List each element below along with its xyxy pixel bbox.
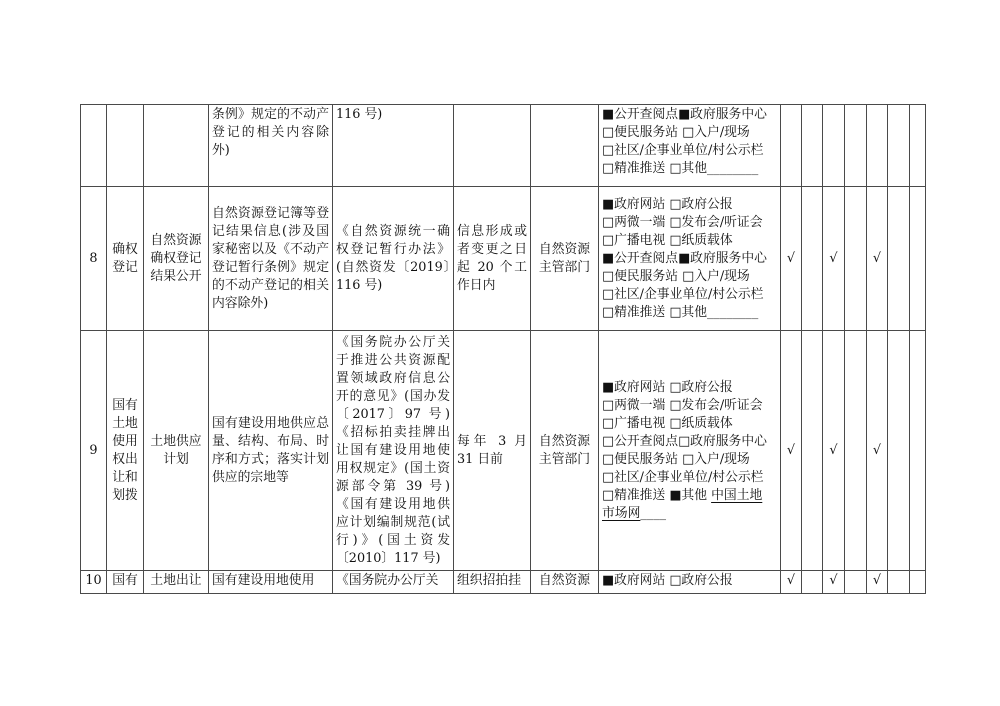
channel-line [602, 142, 777, 160]
channel-text: ■政府网站 □政府公报 [602, 379, 733, 395]
empty-check-cell [802, 105, 823, 187]
channel-text: □社区/企事业单位/村公示栏 [602, 469, 764, 485]
channel-text: □社区/企事业单位/村公示栏 [602, 143, 764, 158]
channel-line [602, 304, 777, 322]
channel-text: □两微一端 □发布会/听证会 [602, 214, 763, 230]
channel-text: ■政府网站 □政府公报 [602, 196, 733, 212]
channel-line [602, 268, 777, 286]
checkmark-cell: √ [781, 331, 802, 571]
channels-cell [599, 105, 781, 187]
channel-line [602, 124, 777, 142]
legal-basis-cell: 《国务院办公厅关于推进公共资源配置领域政府信息公开的意见》(国办发〔2017〕97 号)《招标拍卖挂牌出让国有建设用地使用权规定》(国土资源部令第 39 号)《国有建设用地供应计划编制规范(试行)》(国土资发〔2010〕117 号) [333, 331, 454, 571]
channel-line [602, 572, 777, 590]
empty-check-cell [845, 105, 867, 187]
subcategory-cell: 土地出让 [144, 571, 209, 594]
channel-line [602, 397, 777, 415]
timing-cell [454, 105, 531, 187]
checkmark-cell: √ [823, 331, 845, 571]
category-cell: 国有土地使用权出让和划拨 [107, 331, 144, 571]
channel-line [602, 415, 777, 433]
disclosure-table [80, 104, 926, 594]
channel-text: ■政府网站 □政府公报 [602, 573, 733, 588]
empty-check-cell [802, 331, 823, 571]
channel-other-value: 中国土地 [711, 487, 763, 503]
timing-cell: 每年 3 月 31 日前 [454, 331, 531, 571]
serial-number-cell: 10 [81, 571, 107, 594]
channel-line [602, 286, 777, 304]
empty-check-cell [845, 331, 867, 571]
channel-line [602, 250, 777, 268]
channel-line [602, 487, 777, 505]
channel-line [602, 214, 777, 232]
legal-basis-cell: 《国务院办公厅关 [333, 571, 454, 594]
channel-text: ____ [640, 505, 666, 521]
table-row-continued [81, 105, 926, 187]
timing-cell: 信息形成或者变更之日起 20 个工作日内 [454, 187, 531, 331]
channel-text: □便民服务站 □入户/现场 [602, 451, 750, 467]
empty-check-cell [910, 187, 926, 331]
serial-number-cell: 8 [81, 187, 107, 331]
table-body [81, 105, 926, 594]
subcategory-cell [144, 105, 209, 187]
channel-text: □精准推送 ■其他 [602, 487, 712, 503]
channel-text: ■公开查阅点■政府服务中心 [602, 107, 767, 122]
serial-number-cell: 9 [81, 331, 107, 571]
empty-check-cell [823, 105, 845, 187]
serial-number-cell [81, 105, 107, 187]
subcategory-cell: 自然资源确权登记结果公开 [144, 187, 209, 331]
empty-check-cell [867, 105, 888, 187]
category-cell: 确权登记 [107, 187, 144, 331]
channel-line [602, 451, 777, 469]
channel-line [602, 379, 777, 397]
channel-text: □两微一端 □发布会/听证会 [602, 397, 763, 413]
checkmark-cell: √ [867, 187, 888, 331]
channel-text: □精准推送 □其他________ [602, 161, 759, 176]
channel-line [602, 505, 777, 523]
checkmark-cell: √ [823, 187, 845, 331]
empty-check-cell [888, 187, 910, 331]
checkmark-cell: √ [867, 331, 888, 571]
empty-check-cell [845, 571, 867, 594]
department-cell: 自然资源 [531, 571, 599, 594]
empty-check-cell [888, 105, 910, 187]
empty-check-cell [888, 331, 910, 571]
checkmark-cell: √ [781, 187, 802, 331]
channel-line [602, 433, 777, 451]
channels-cell [599, 571, 781, 594]
legal-basis-cell: 《自然资源统一确权登记暂行办法》(自然资发〔2019〕116 号) [333, 187, 454, 331]
channel-line [602, 232, 777, 250]
empty-check-cell [845, 187, 867, 331]
content-cell: 国有建设用地供应总量、结构、布局、时序和方式；落实计划供应的宗地等 [209, 331, 333, 571]
timing-cell: 组织招拍挂 [454, 571, 531, 594]
channels-cell [599, 187, 781, 331]
channel-text: □便民服务站 □入户/现场 [602, 125, 750, 140]
content-cell: 自然资源登记簿等登记结果信息(涉及国家秘密以及《不动产登记暂行条例》规定的不动产登记的相关内容除外) [209, 187, 333, 331]
channel-text: □精准推送 □其他________ [602, 304, 759, 320]
checkmark-cell: √ [823, 571, 845, 594]
empty-check-cell [910, 105, 926, 187]
channel-line [602, 160, 777, 178]
content-cell: 国有建设用地使用 [209, 571, 333, 594]
category-cell: 国有 [107, 571, 144, 594]
subcategory-cell: 土地供应计划 [144, 331, 209, 571]
channel-line [602, 196, 777, 214]
channel-text: □广播电视 □纸质载体 [602, 232, 733, 248]
empty-check-cell [888, 571, 910, 594]
channel-text: □便民服务站 □入户/现场 [602, 268, 750, 284]
channel-line [602, 106, 777, 124]
department-cell: 自然资源主管部门 [531, 331, 599, 571]
empty-check-cell [910, 331, 926, 571]
checkmark-cell: √ [781, 571, 802, 594]
channel-other-value: 市场网 [602, 505, 641, 521]
empty-check-cell [802, 187, 823, 331]
content-cell: 条例》规定的不动产登记的相关内容除外) [209, 105, 333, 187]
table-row-9 [81, 331, 926, 571]
empty-check-cell [802, 571, 823, 594]
department-cell [531, 105, 599, 187]
empty-check-cell [910, 571, 926, 594]
category-cell [107, 105, 144, 187]
department-cell: 自然资源主管部门 [531, 187, 599, 331]
channel-text: □广播电视 □纸质载体 [602, 415, 733, 431]
table-row-8 [81, 187, 926, 331]
channel-text: ■公开查阅点■政府服务中心 [602, 250, 767, 266]
table-row-10 [81, 571, 926, 594]
channel-text: □公开查阅点□政府服务中心 [602, 433, 767, 449]
checkmark-cell: √ [867, 571, 888, 594]
channel-line [602, 469, 777, 487]
legal-basis-cell: 116 号) [333, 105, 454, 187]
empty-check-cell [781, 105, 802, 187]
channels-cell [599, 331, 781, 571]
channel-text: □社区/企事业单位/村公示栏 [602, 286, 764, 302]
